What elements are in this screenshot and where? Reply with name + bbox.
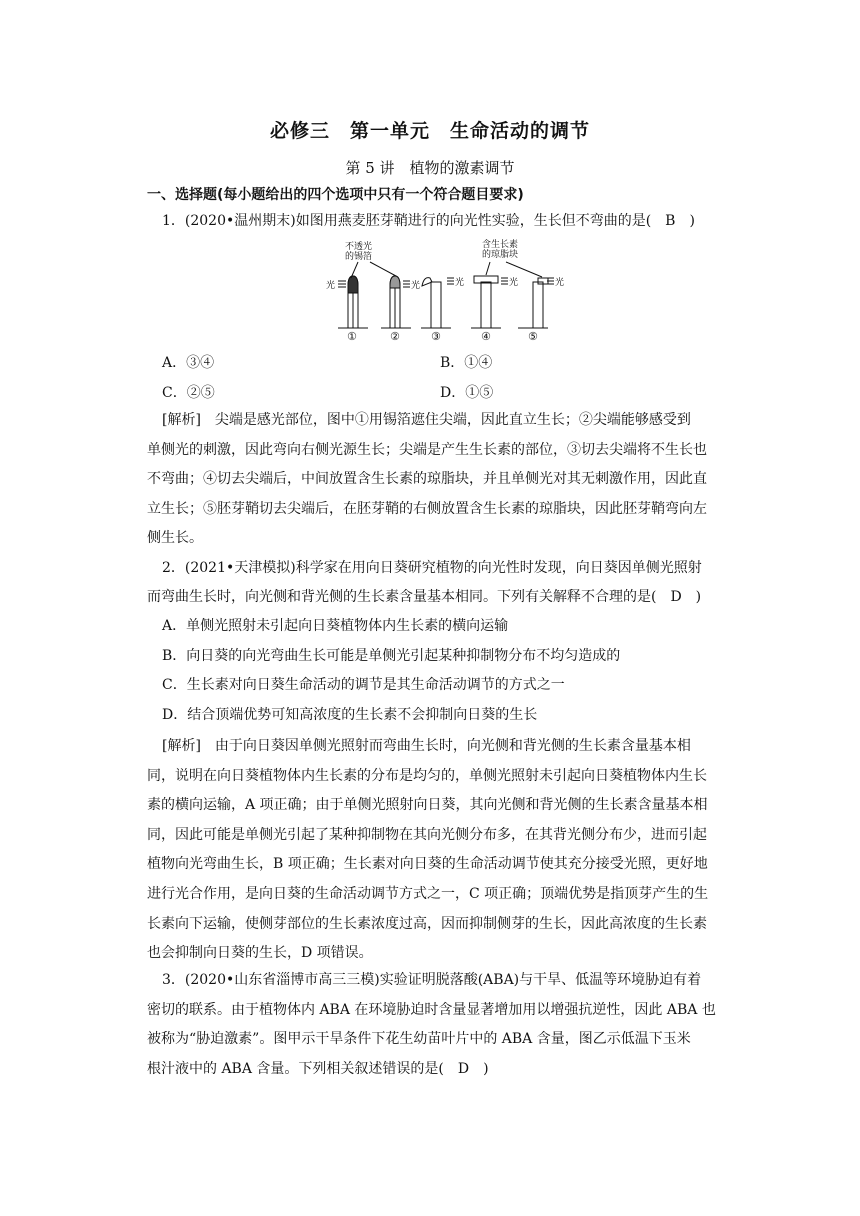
q2-analysis-line: 植物向光弯曲生长，B 项正确；生长素对向日葵的生命活动调节使其充分接受光照，更好地 — [147, 856, 708, 873]
q3-stem — [147, 966, 737, 1084]
q1-stem: 1．(2020•温州期末)如图用燕麦胚芽鞘进行的向光性实验，生长但不弯曲的是( B ) — [162, 213, 695, 229]
q2-option-a: A．单侧光照射未引起向日葵植物体内生长素的横向运输 — [162, 618, 509, 634]
q2-analysis — [147, 732, 737, 969]
q3-stem-line: 3．(2020•山东省淄博市高三三模)实验证明脱落酸(ABA)与干旱、低温等环境胁迫有着 — [162, 972, 702, 988]
q1-analysis-line: 侧生长。 — [147, 530, 203, 547]
q2-analysis-line: 长素向下运输，使侧芽部位的生长素浓度过高，因而抑制侧芽的生长，因此高浓度的生长素 — [147, 915, 707, 932]
label-light-2: 光 — [411, 281, 421, 291]
q3-stem-line: 根汁液中的 ABA 含量。下列相关叙述错误的是( D ) — [147, 1060, 489, 1077]
q1-analysis-line: 不弯曲；④切去尖端后，中间放置含生长素的琼脂块，并且单侧光对其无刺激作用，因此直 — [147, 471, 707, 488]
q1-option-c: C．②⑤ — [162, 385, 215, 401]
lesson-subtitle: 第 5 讲 植物的激素调节 — [345, 159, 515, 177]
section-heading: 一、选择题(每小题给出的四个选项中只有一个符合题目要求) — [147, 187, 524, 203]
q1-analysis-line: 立生长；⑤胚芽鞘切去尖端后，在胚芽鞘的右侧放置含生长素的琼脂块，因此胚芽鞘弯向左 — [147, 500, 707, 517]
light-arrows-3 — [447, 278, 454, 284]
label-foil: 不透光 — [345, 242, 373, 252]
q2-option-c: C．生长素对向日葵生命活动的调节是其生命活动调节的方式之一 — [162, 677, 565, 693]
q2-analysis-line: 进行光合作用，是向日葵的生命活动调节方式之一，C 项正确；顶端优势是指顶芽产生的生 — [147, 885, 709, 902]
fig-num-5: ⑤ — [528, 330, 538, 343]
q2-analysis-line: 也会抑制向日葵的生长，D 项错误。 — [147, 945, 373, 962]
q2-option-d: D．结合顶端优势可知高浓度的生长素不会抑制向日葵的生长 — [162, 707, 538, 723]
q1-option-a: A．③④ — [162, 355, 215, 371]
light-arrows-2 — [403, 281, 410, 287]
q2-analysis-line: 素的横向运输，A 项正确；由于单侧光照射向日葵，其向光侧和背光侧的生长素含量基本相 — [147, 797, 708, 814]
fig-num-2: ② — [390, 330, 400, 343]
label-light-3: 光 — [455, 278, 465, 288]
fig-num-4: ④ — [481, 330, 491, 343]
q2-option-b: B．向日葵的向光弯曲生长可能是单侧光引起某种抑制物分布不均匀造成的 — [162, 648, 621, 664]
light-arrows-4 — [501, 278, 508, 284]
q3-stem-line: 密切的联系。由于植物体内 ABA 在环境胁迫时含量显著增加用以增强抗逆性，因此 ABA 也 — [147, 1001, 716, 1018]
q2-stem-line-2: 而弯曲生长时，向光侧和背光侧的生长素含量基本相同。下列有关解释不合理的是( D ) — [147, 589, 702, 605]
page-title: 必修三 第一单元 生命活动的调节 — [269, 120, 590, 142]
q1-option-d: D．①⑤ — [440, 385, 494, 401]
light-arrows-1 — [338, 281, 346, 287]
q1-option-b: B．①④ — [440, 355, 493, 371]
q1-analysis — [147, 406, 737, 554]
q2-analysis-line: 同，说明在向日葵植物体内生长素的分布是均匀的，单侧光照射未引起向日葵植物体内生长 — [147, 767, 707, 784]
q2-analysis-line: [解析] 由于向日葵因单侧光照射而弯曲生长时，向光侧和背光侧的生长素含量基本相 — [162, 738, 691, 754]
label-light-4: 光 — [509, 278, 519, 288]
label-agar-2: 的琼脂块 — [482, 250, 519, 260]
fig-num-1: ① — [347, 330, 357, 343]
q2-analysis-line: 同，因此可能是单侧光引起了某种抑制物在其向光侧分布多，在其背光侧分布少，进而引起 — [147, 826, 707, 843]
label-agar: 含生长素 — [482, 240, 519, 250]
label-light-1: 光 — [326, 281, 336, 291]
q1-analysis-line: 单侧光的刺激，因此弯向右侧光源生长；尖端是产生生长素的部位，③切去尖端将不生长也 — [147, 441, 707, 458]
label-light-5: 光 — [555, 278, 565, 288]
q2-stem-line-1: 2．(2021•天津模拟)科学家在用向日葵研究植物的向光性时发现，向日葵因单侧光照射 — [162, 560, 702, 576]
q1-figure — [318, 238, 578, 344]
fig-num-3: ③ — [431, 330, 441, 343]
label-foil-2: 的锡箔 — [345, 252, 373, 262]
q1-analysis-line: [解析] 尖端是感光部位，图中①用锡箔遮住尖端，因此直立生长；②尖端能够感受到 — [162, 412, 691, 428]
q3-stem-line: 被称为“胁迫激素”。图甲示干旱条件下花生幼苗叶片中的 ABA 含量，图乙示低温下玉米 — [147, 1031, 691, 1048]
